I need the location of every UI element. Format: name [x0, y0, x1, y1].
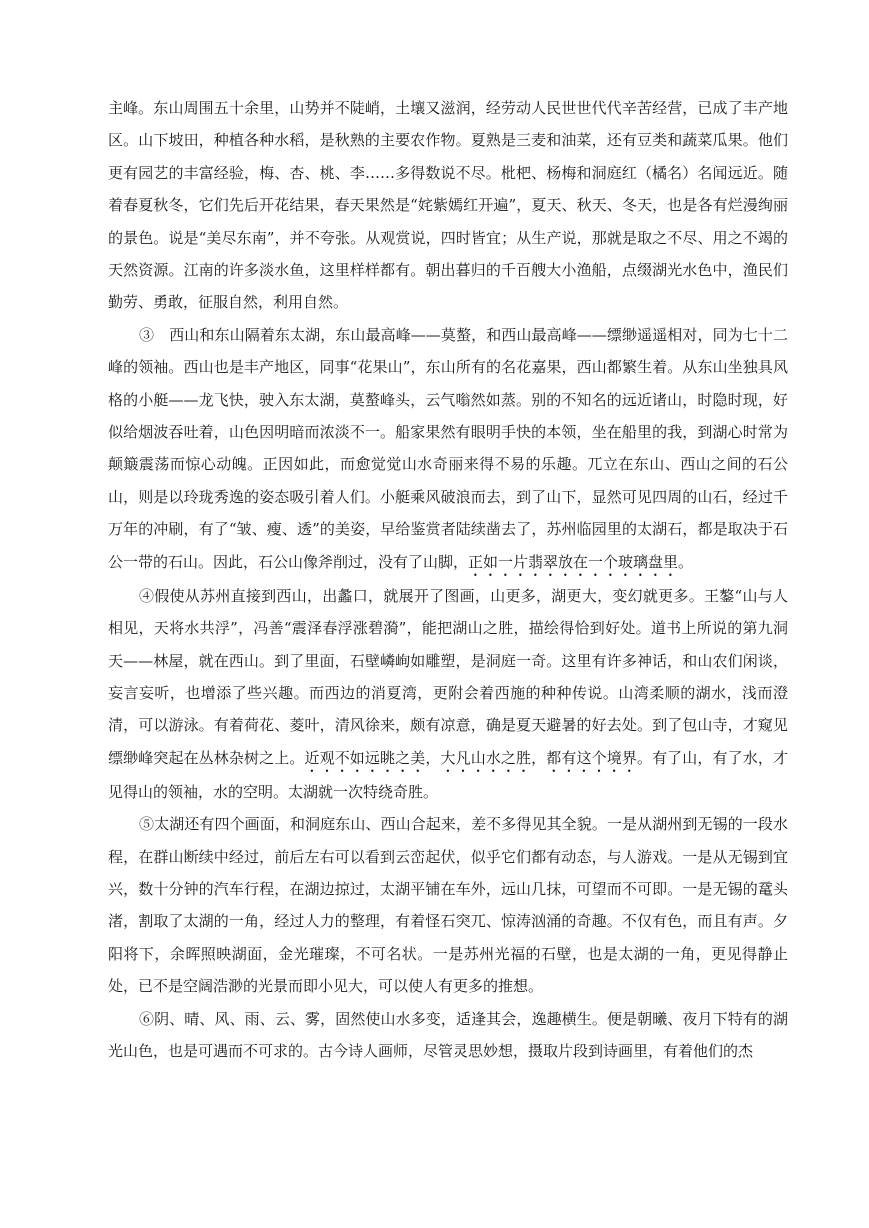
paragraph-4-emphasis: 近观不如远眺之美，大凡山水之胜，都有这个境界 — [304, 748, 637, 767]
paragraph-6-text: ⑥阴、晴、风、雨、云、雾，固然使山水多变，适逢其会，逸趣横生。便是朝曦、夜月下特有的湖光山色，也是可遇而不可求的。古今诗人画师，尽管灵思妙想，摄取片段到诗画里，有着他们的杰 — [108, 1009, 788, 1060]
document-page — [108, 92, 788, 1067]
paragraph-3-text: ③ 西山和东山隔着东太湖，东山最高峰——莫螯，和西山最高峰——缥缈遥遥相对，同为七十二峰的领袖。西山也是丰产地区，同事“花果山”，东山所有的名花嘉果，西山都繁生着。从东山坐独具风格的小艇——龙飞快，驶入东太湖，莫螯峰头，云气嗡然如蒸。别的不知名的远近诸山，时隐时现，好似给烟波吞吐着，山色因明暗而浓淡不一。船家果然有眼明手快的本领，坐在船里的我，到湖心时常为颠簸震荡而惊心动魄。正因如此，而愈觉觉山水奇丽来得不易的乐趣。兀立在东山、西山之间的石公山，则是以玲珑秀逸的姿态吸引着人们。小艇乘风破浪而去，到了山下，显然可见四周的山石，经过千万年的冲刷，有了“皱、瘦、透”的美姿，早给鉴赏者陆续凿去了，苏州临园里的太湖石，都是取决于石公一带的石山。因此，石公山像斧削过，没有了山脚， — [108, 325, 788, 571]
paragraph-4-tail: 。有了山，有了水，才见得山的领袖，水的空明。太湖就一次特绕奇胜。 — [108, 748, 788, 801]
paragraph-3-tail: 。 — [678, 552, 694, 571]
paragraph-4-text: ④假使从苏州直接到西山，出蠡口，就展开了图画，山更多，湖更大，变幻就更多。王鏊“山与人相见，天将水共浮”，冯善“震泽春浮涨碧漪”，能把湖山之胜，描绘得恰到好处。道书上所说的第九洞天——林屋，就在西山。到了里面，石壁嶙峋如雕塑，是洞庭一奇。这里有许多神话，和山农们闲谈，妄言妄听，也增添了些兴趣。而西边的消夏湾，更附会着西施的种种传说。山湾柔顺的湖水，浅而澄清，可以游泳。有着荷花、菱叶，清风徐来，颇有凉意，确是夏天避暑的好去处。到了包山寺，才窥见缥缈峰突起在丛林杂树之上。 — [108, 586, 788, 767]
paragraph-4 — [108, 580, 788, 808]
paragraph-6 — [108, 1003, 788, 1068]
paragraph-1-text: 主峰。东山周围五十余里，山势并不陡峭，土壤又滋润，经劳动人民世世代代辛苦经营，已成了丰产地区。山下坡田，种植各种水稻，是秋熟的主要农作物。夏熟是三麦和油菜，还有豆类和蔬菜瓜果。他们更有园艺的丰富经验，梅、杏、桃、李……多得数说不尽。枇杷、杨梅和洞庭红（橘名）名闻远近。随着春夏秋冬，它们先后开花结果，春天果然是“姹紫嫣红开遍”，夏天、秋天、冬天，也是各有烂漫绚丽的景色。说是“美尽东南”，并不夸张。从观赏说，四时皆宜；从生产说，那就是取之不尽、用之不竭的天然资源。江南的许多淡水鱼，这里样样都有。朝出暮归的千百艘大小渔船，点缀湖光水色中，渔民们勤劳、勇敢，征服自然，利用自然。 — [108, 99, 788, 312]
paragraph-5 — [108, 808, 788, 1002]
paragraph-5-text: ⑤太湖还有四个画面，和洞庭东山、西山合起来，差不多得见其全貌。一是从湖州到无锡的一段水程，在群山断续中经过，前后左右可以看到云峦起伏，似乎它们都有动态，与人游戏。一是从无锡到宜兴，数十分钟的汽车行程，在湖边掠过，太湖平铺在车外，远山几抹，可望而不可即。一是无锡的鼋头渚，割取了太湖的一角，经过人力的整理，有着怪石突兀、惊涛汹涌的奇趣。不仅有色，而且有声。夕阳将下，余晖照映湖面，金光璀璨，不可名状。一是苏州光福的石壁，也是太湖的一角，更见得静止处，已不是空阔浩渺的光景而即小见大，可以使人有更多的推想。 — [108, 815, 788, 996]
paragraph-1 — [108, 92, 788, 319]
paragraph-3-emphasis: 正如一片翡翠放在一个玻璃盘里 — [468, 552, 679, 571]
paragraph-3 — [108, 319, 788, 580]
